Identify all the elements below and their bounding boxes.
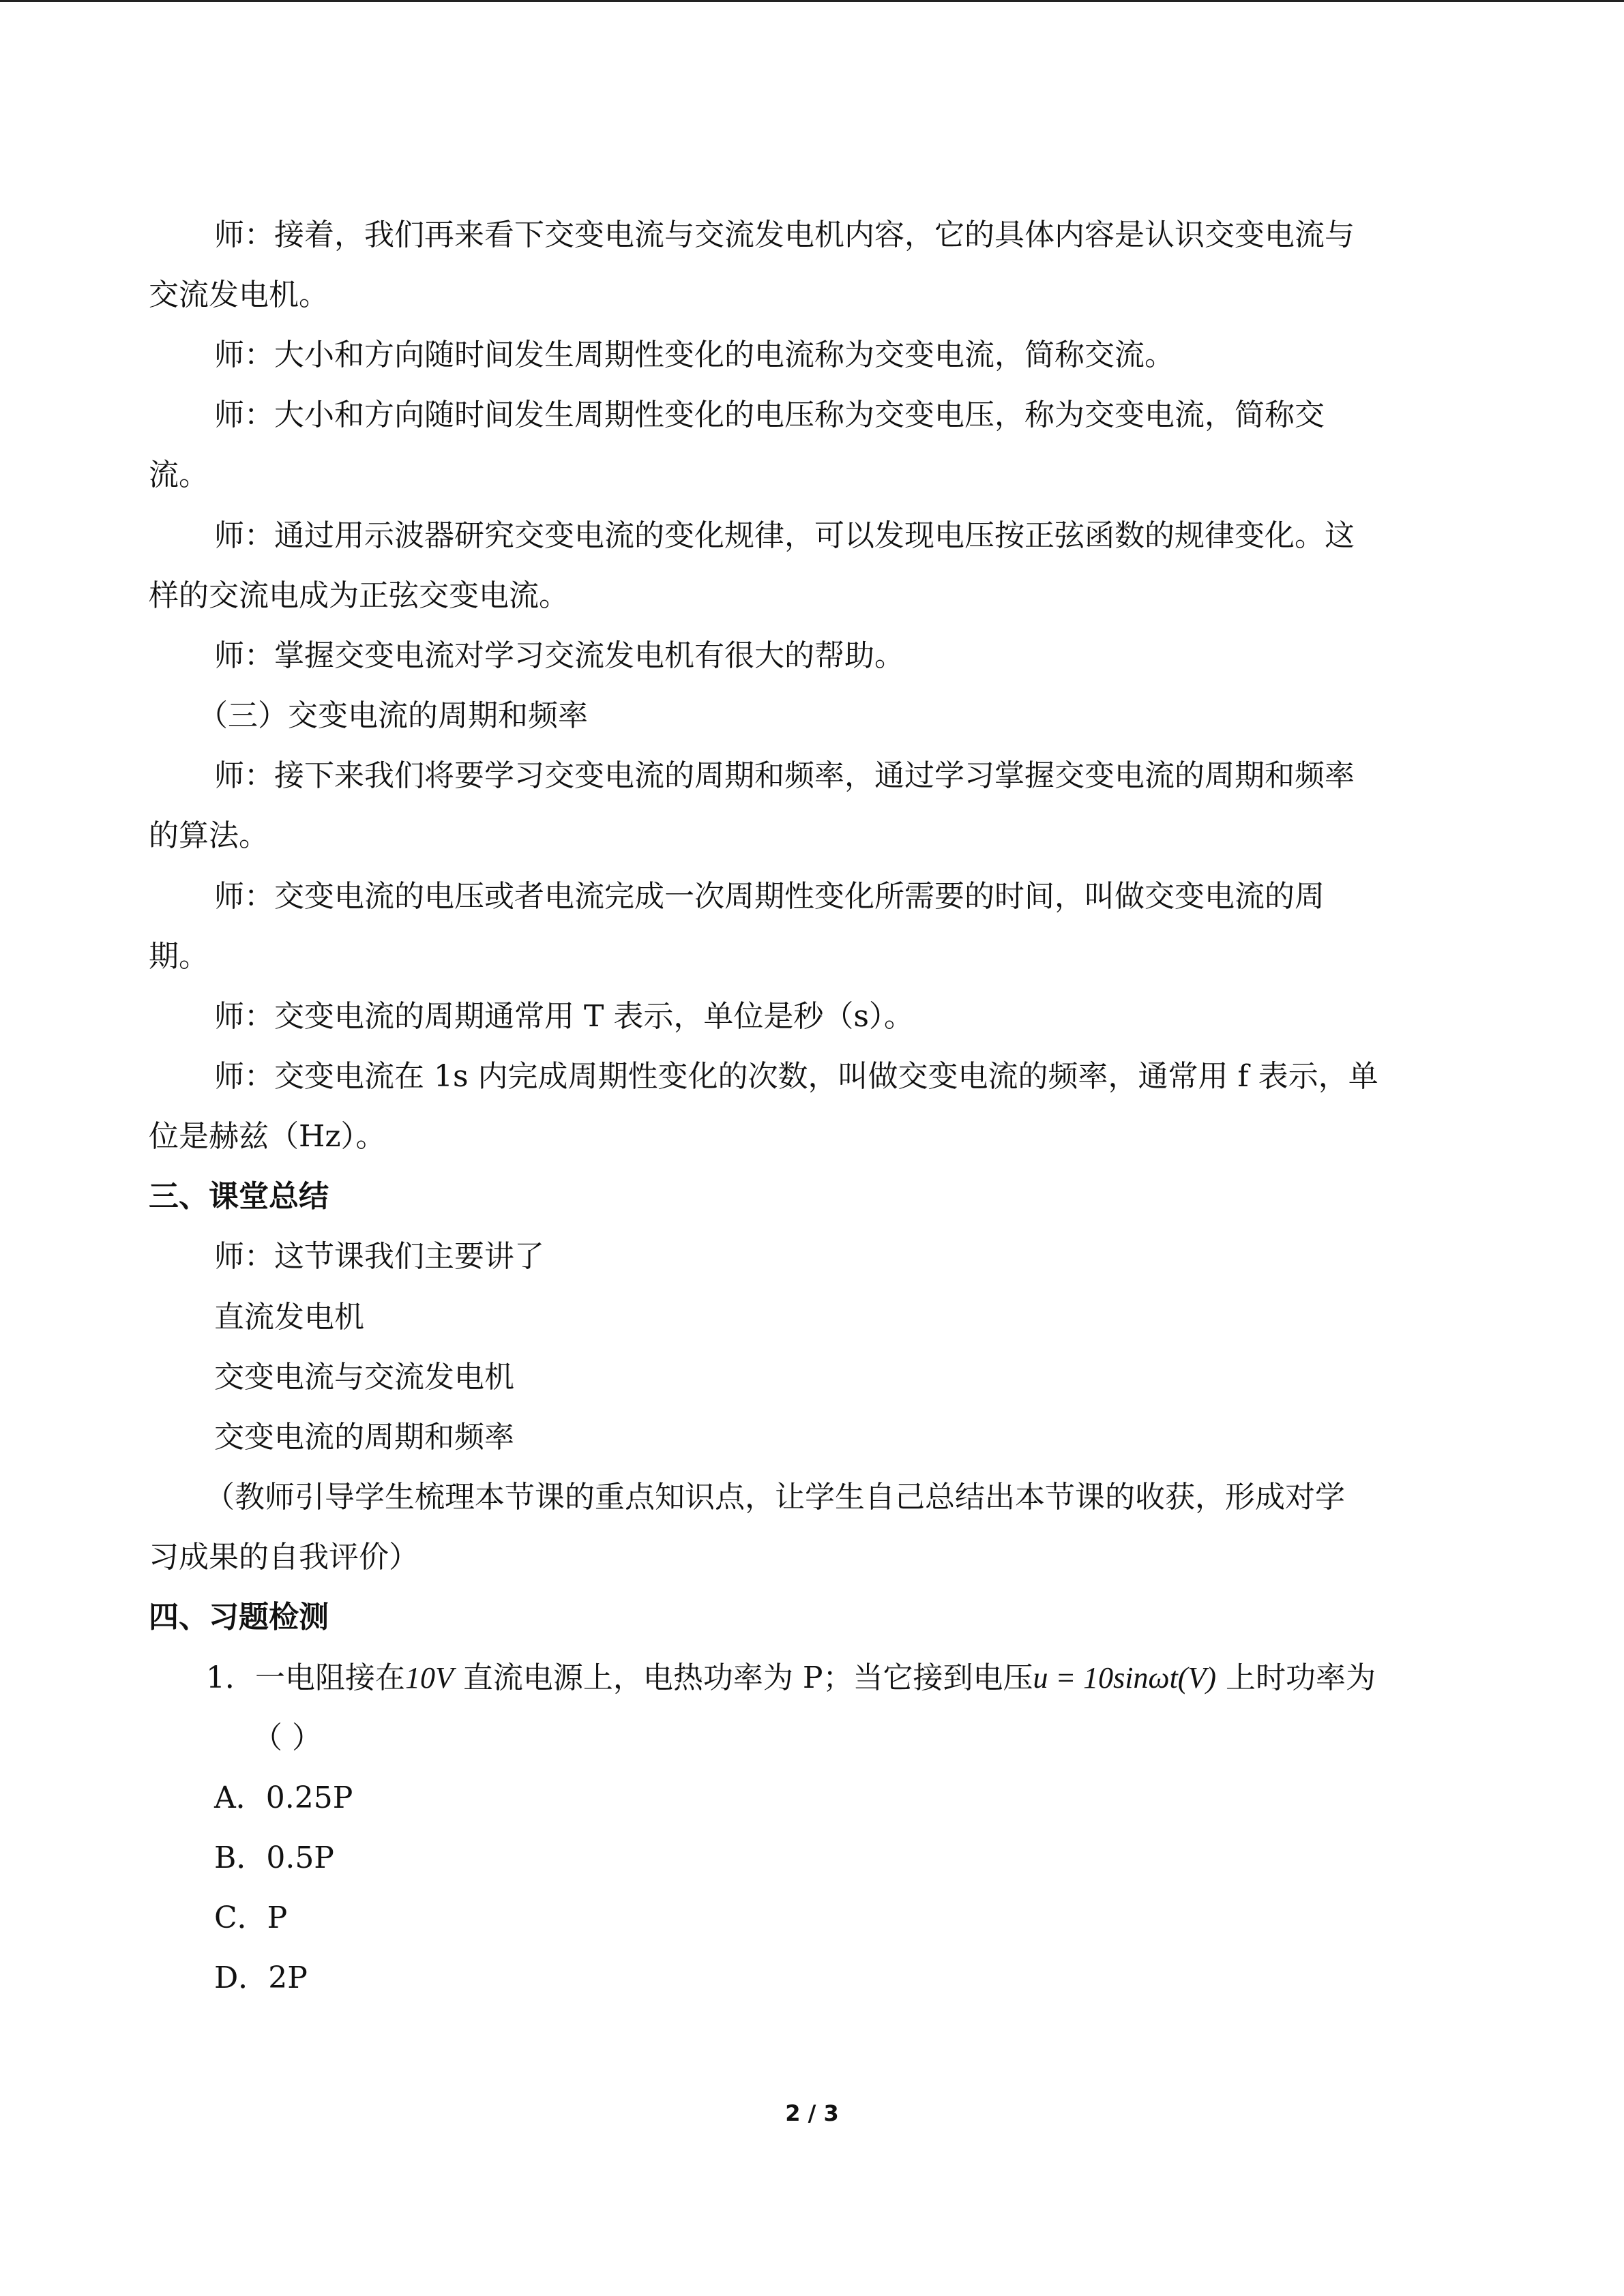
summary-item-dc-generator: 直流发电机 xyxy=(214,1300,364,1335)
paragraph-mastery: 师：掌握交变电流对学习交流发电机有很大的帮助。 xyxy=(214,638,904,673)
paragraph-teacher-intro-line1: 师：接着，我们再来看下交变电流与交流发电机内容，它的具体内容是认识交变电流与 xyxy=(214,218,1355,252)
page-top-border xyxy=(0,0,1624,2)
page-number: 2 / 3 xyxy=(785,2100,839,2126)
paragraph-ac-current-definition: 师：大小和方向随时间发生周期性变化的电流称为交变电流，简称交流。 xyxy=(214,338,1175,372)
paragraph-period-frequency-intro-line1: 师：接下来我们将要学习交变电流的周期和频率，通过学习掌握交变电流的周期和频率 xyxy=(214,758,1355,793)
paragraph-period-frequency-intro-line2: 的算法。 xyxy=(149,818,269,853)
heading-class-summary: 三、课堂总结 xyxy=(149,1179,329,1214)
paragraph-oscilloscope-line2: 样的交流电成为正弦交变电流。 xyxy=(149,578,569,613)
paragraph-period-definition-line2: 期。 xyxy=(149,939,209,974)
question-1-suffix: 上时功率为 xyxy=(1215,1660,1376,1695)
question-1-formula: u = 10sinωt(V) xyxy=(1033,1661,1216,1695)
question-1-prefix: 1．一电阻接在 xyxy=(206,1660,405,1695)
summary-intro: 师：这节课我们主要讲了 xyxy=(214,1239,544,1274)
question-1-stem xyxy=(206,1651,1376,1705)
section-period-frequency-title: （三）交变电流的周期和频率 xyxy=(198,698,588,733)
paragraph-ac-voltage-definition-line1: 师：大小和方向随时间发生周期性变化的电压称为交变电压，称为交变电流，简称交 xyxy=(214,398,1325,432)
summary-item-ac-and-generator: 交变电流与交流发电机 xyxy=(214,1360,514,1395)
question-1-option-c: C．P xyxy=(214,1900,288,1935)
paragraph-frequency-definition-line2: 位是赫兹（Hz）。 xyxy=(149,1119,386,1154)
heading-exercises: 四、习题检测 xyxy=(149,1600,329,1635)
question-1-answer-blank: （ ） xyxy=(252,1720,322,1755)
question-1-option-a: A．0.25P xyxy=(214,1780,353,1815)
paragraph-ac-voltage-definition-line2: 流。 xyxy=(149,458,209,492)
question-1-option-b: B．0.5P xyxy=(214,1840,334,1875)
summary-note-line2: 习成果的自我评价） xyxy=(149,1540,419,1575)
paragraph-teacher-intro-line2: 交流发电机。 xyxy=(149,278,329,312)
question-1-middle: 直流电源上，电热功率为 P；当它接到电压 xyxy=(453,1660,1033,1695)
summary-item-period-frequency: 交变电流的周期和频率 xyxy=(214,1420,514,1455)
question-1-option-d: D．2P xyxy=(214,1960,308,1995)
summary-note-line1: （教师引导学生梳理本节课的重点知识点，让学生自己总结出本节课的收获，形成对学 xyxy=(205,1480,1345,1515)
paragraph-frequency-definition-line1: 师：交变电流在 1s 内完成周期性变化的次数，叫做交变电流的频率，通常用 f 表示，单 xyxy=(214,1059,1378,1094)
paragraph-period-definition-line1: 师：交变电流的电压或者电流完成一次周期性变化所需要的时间，叫做交变电流的周 xyxy=(214,879,1325,914)
question-1-dc-voltage: 10V xyxy=(405,1661,454,1695)
paragraph-period-unit: 师：交变电流的周期通常用 T 表示，单位是秒（s）。 xyxy=(214,999,914,1034)
paragraph-oscilloscope-line1: 师：通过用示波器研究交变电流的变化规律，可以发现电压按正弦函数的规律变化。这 xyxy=(214,518,1355,553)
